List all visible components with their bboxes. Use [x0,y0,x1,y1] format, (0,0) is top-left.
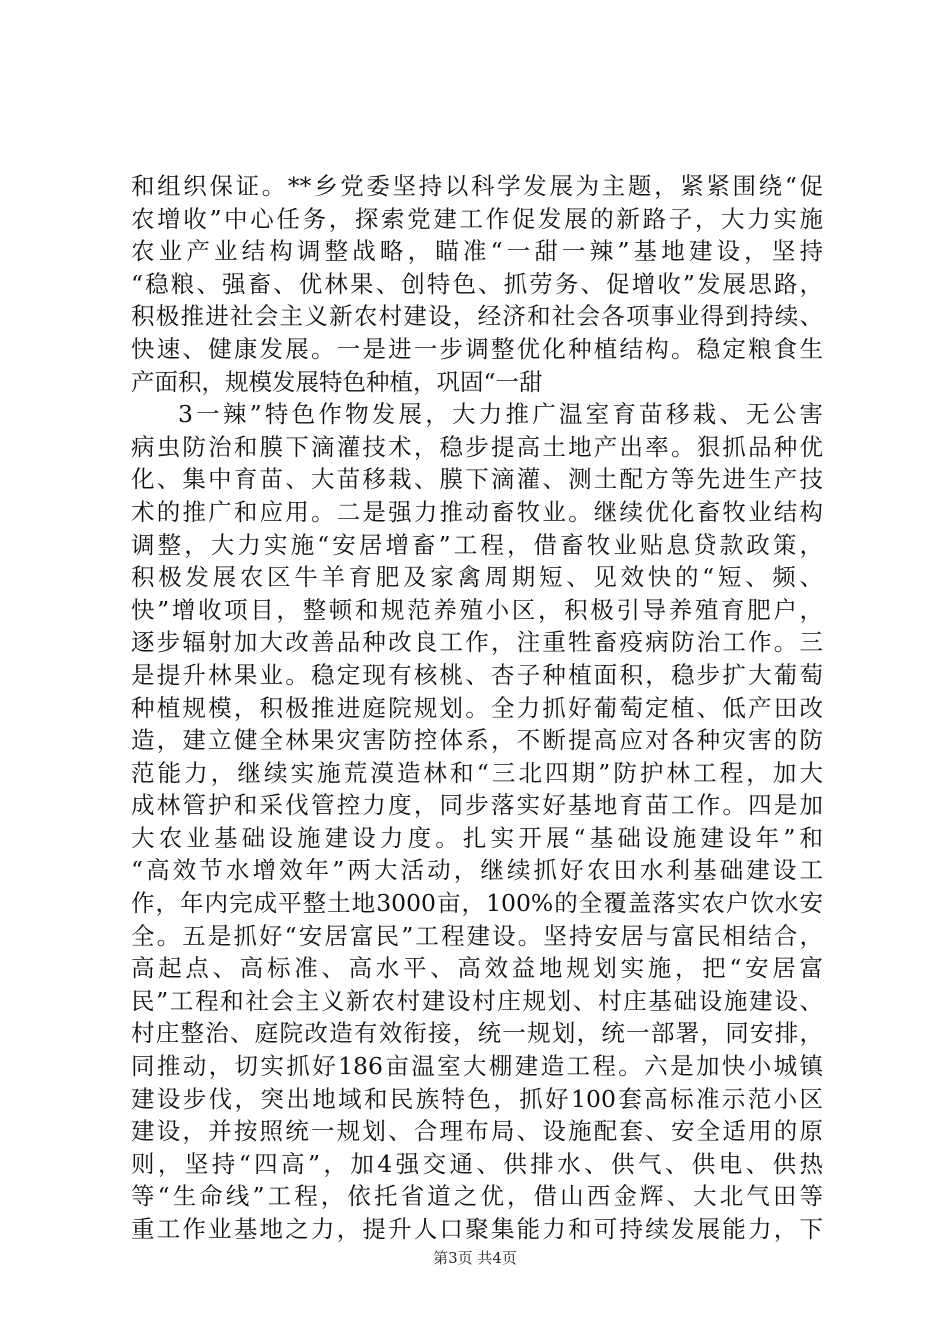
text-line: 成林管护和采伐管控力度，同步落实好基地育苗工作。四是加 [131,791,823,820]
text-line: 和组织保证。**乡党委坚持以科学发展为主题，紧紧围绕“促 [131,172,823,200]
page-footer [0,1247,950,1268]
text-line: 范能力，继续实施荒漠造林和“三北四期”防护林工程，加大 [131,758,823,787]
text-line: 农业产业结构调整战略，瞄准“一甜一辣”基地建设，坚持 [131,237,823,266]
text-line: 等“生命线”工程，依托省道之优，借山西金辉、大北气田等 [131,1182,823,1211]
text-line: 大农业基础设施建设力度。扎实开展“基础设施建设年”和 [131,823,823,852]
page-number-label: 第3页 共4页 [433,1249,517,1267]
text-line: 造，建立健全林果灾害防控体系，不断提高应对各种灾害的防 [131,726,823,755]
text-line: 则，坚持“四高”，加4强交通、供排水、供气、供电、供热 [131,1149,823,1178]
text-line: 快速、健康发展。一是进一步调整优化种植结构。稳定粮食生 [131,334,823,363]
text-line: 作，年内完成平整土地3000亩，100%的全覆盖落实农户饮水安 [131,889,823,918]
text-line: 快”增收项目，整顿和规范养殖小区，积极引导养殖育肥户， [131,595,823,624]
text-line: 术的推广和应用。二是强力推动畜牧业。继续优化畜牧业结构 [131,497,823,526]
text-line: 化、集中育苗、大苗移栽、膜下滴灌、测土配方等先进生产技 [131,465,823,494]
text-line: 农增收”中心任务，探索党建工作促发展的新路子，大力实施 [131,204,823,233]
text-line: 产面积，规模发展特色种植，巩固“一甜 [131,367,543,396]
text-line: 逐步辐射加大改善品种改良工作，注重牲畜疫病防治工作。三 [131,628,823,657]
text-line: 重工作业基地之力，提升人口聚集能力和可持续发展能力，下 [131,1215,823,1243]
text-line: 调整，大力实施“安居增畜”工程，借畜牧业贴息贷款政策， [131,530,823,559]
text-line: 建设步伐，突出地域和民族特色，抓好100套高标准示范小区 [131,1084,823,1113]
text-line: 建设，并按照统一规划、合理布局、设施配套、安全适用的原 [131,1117,823,1146]
text-line: 是提升林果业。稳定现有核桃、杏子种植面积，稳步扩大葡萄 [131,660,823,689]
text-line: 村庄整治、庭院改造有效衔接，统一规划，统一部署，同安排， [131,1019,823,1048]
text-line: “稳粮、强畜、优林果、创特色、抓劳务、促增收”发展思路， [131,269,823,298]
text-line: 积极推进社会主义新农村建设，经济和社会各项事业得到持续、 [131,302,823,331]
text-line: 同推动，切实抓好186亩温室大棚建造工程。六是加快小城镇 [131,1052,823,1081]
text-line: “高效节水增效年”两大活动，继续抓好农田水利基础建设工 [131,856,823,885]
text-line: 积极发展农区牛羊育肥及家禽周期短、见效快的“短、频、 [131,563,823,592]
text-line: 全。五是抓好“安居富民”工程建设。坚持安居与富民相结合， [131,921,823,950]
text-line: 3一辣”特色作物发展，大力推广温室育苗移栽、无公害 [178,400,823,429]
text-line: 高起点、高标准、高水平、高效益地规划实施，把“安居富 [131,954,823,983]
text-line: 病虫防治和膜下滴灌技术，稳步提高土地产出率。狠抓品种优 [131,432,823,461]
text-line: 民”工程和社会主义新农村建设村庄规划、村庄基础设施建设、 [131,986,823,1015]
text-line: 种植规模，积极推进庭院规划。全力抓好葡萄定植、低产田改 [131,693,823,722]
document-body [131,170,823,1246]
